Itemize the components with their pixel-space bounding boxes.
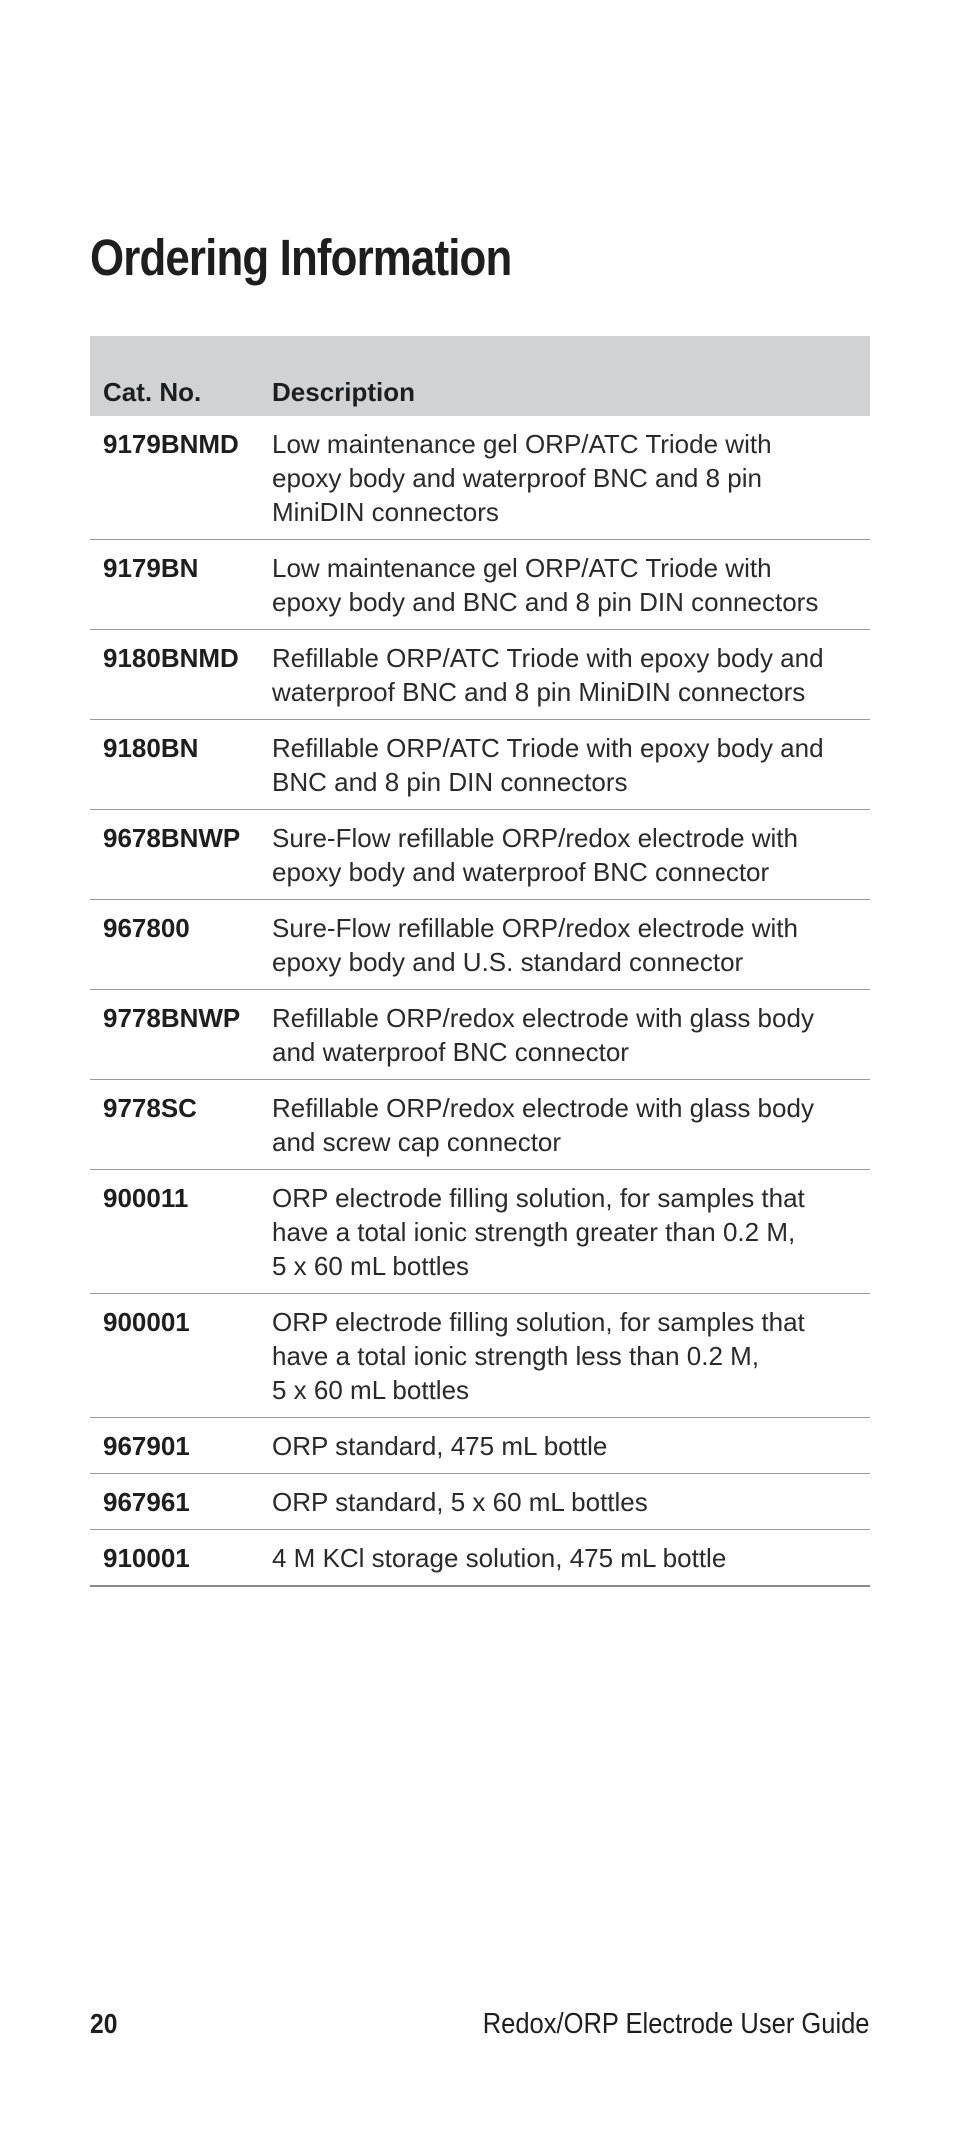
table-header-row: [90, 336, 870, 416]
table-row: [90, 900, 870, 990]
description-cell: ORP standard, 475 mL bottle: [272, 1418, 870, 1474]
cat-no-cell: 900011: [90, 1170, 272, 1294]
table-row: [90, 1474, 870, 1530]
cat-no-cell: 9179BN: [90, 540, 272, 630]
description-cell: 4 M KCl storage solution, 475 mL bottle: [272, 1530, 870, 1587]
cat-no-cell: 9180BN: [90, 720, 272, 810]
page-title: Ordering Information: [90, 229, 512, 286]
table-row: [90, 1418, 870, 1474]
description-cell: Refillable ORP/ATC Triode with epoxy body and waterproof BNC and 8 pin MiniDIN connectors: [272, 630, 870, 720]
table-row: [90, 1170, 870, 1294]
table-row: [90, 720, 870, 810]
table-row: [90, 1530, 870, 1587]
description-cell: Sure-Flow refillable ORP/redox electrode with epoxy body and waterproof BNC connector: [272, 810, 870, 900]
description-cell: Refillable ORP/redox electrode with glass body and screw cap connector: [272, 1080, 870, 1170]
table-row: [90, 990, 870, 1080]
cat-no-cell: 967800: [90, 900, 272, 990]
description-cell: ORP standard, 5 x 60 mL bottles: [272, 1474, 870, 1530]
cat-no-cell: 967901: [90, 1418, 272, 1474]
cat-no-cell: 9778BNWP: [90, 990, 272, 1080]
description-cell: Low maintenance gel ORP/ATC Triode with epoxy body and waterproof BNC and 8 pin MiniDIN connectors: [272, 416, 870, 540]
table-row: [90, 810, 870, 900]
description-cell: ORP electrode filling solution, for samples that have a total ionic strength greater than 0.2 M, 5 x 60 mL bottles: [272, 1170, 870, 1294]
description-cell: Refillable ORP/redox electrode with glass body and waterproof BNC connector: [272, 990, 870, 1080]
table-row: [90, 630, 870, 720]
description-cell: Sure-Flow refillable ORP/redox electrode with epoxy body and U.S. standard connector: [272, 900, 870, 990]
cat-no-cell: 9180BNMD: [90, 630, 272, 720]
description-cell: ORP electrode filling solution, for samples that have a total ionic strength less than 0.2 M, 5 x 60 mL bottles: [272, 1294, 870, 1418]
description-cell: Low maintenance gel ORP/ATC Triode with epoxy body and BNC and 8 pin DIN connectors: [272, 540, 870, 630]
cat-no-cell: 967961: [90, 1474, 272, 1530]
table-row: [90, 1294, 870, 1418]
cat-no-cell: 900001: [90, 1294, 272, 1418]
cat-no-cell: 9678BNWP: [90, 810, 272, 900]
table-row: [90, 540, 870, 630]
document-title: Redox/ORP Electrode User Guide: [483, 2008, 870, 2040]
page-number: 20: [90, 2008, 118, 2039]
description-cell: Refillable ORP/ATC Triode with epoxy body and BNC and 8 pin DIN connectors: [272, 720, 870, 810]
cat-no-cell: 9179BNMD: [90, 416, 272, 540]
column-header-description: Description: [272, 336, 870, 416]
column-header-cat-no: Cat. No.: [90, 336, 272, 416]
table-row: [90, 1080, 870, 1170]
cat-no-cell: 9778SC: [90, 1080, 272, 1170]
cat-no-cell: 910001: [90, 1530, 272, 1587]
ordering-table: [90, 336, 870, 1587]
table-row: [90, 416, 870, 540]
